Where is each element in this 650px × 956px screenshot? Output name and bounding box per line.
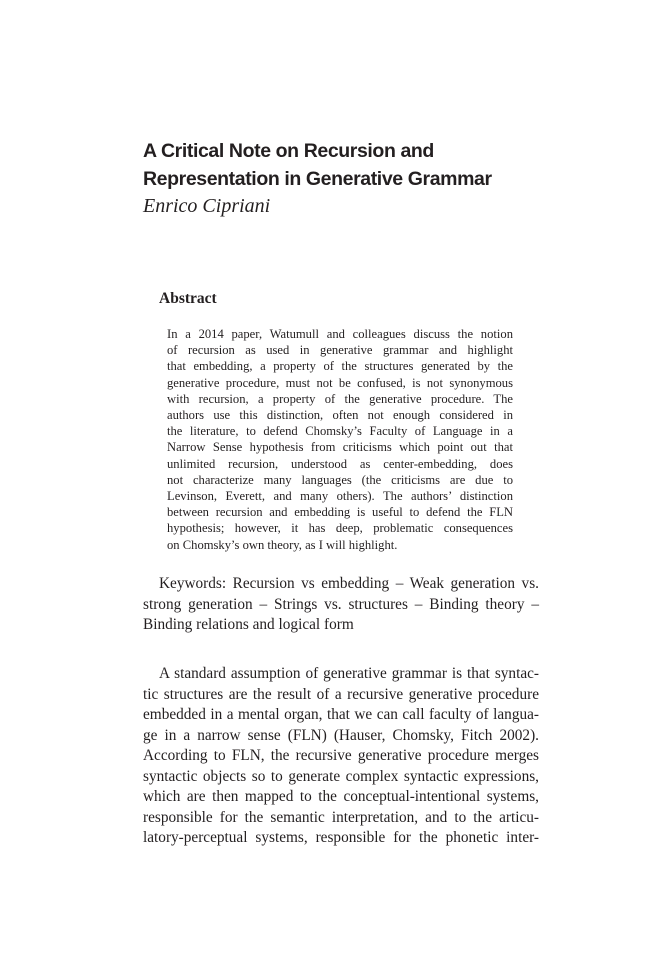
abstract-line: the literature, to defend Chomsky’s Faculty of Language in a [167, 424, 513, 439]
paper-title [143, 137, 563, 193]
abstract-line: hypothesis; however, it has deep, problematic consequences [167, 521, 513, 536]
abstract-line: authors use this distinction, often not enough considered in [167, 408, 513, 423]
body-line: ge in a narrow sense (FLN) (Hauser, Chomsky, Fitch 2002). [143, 726, 539, 744]
body-line: latory-perceptual systems, responsible for the phonetic inter- [143, 829, 539, 846]
abstract-line: Narrow Sense hypothesis from criticisms which point out that [167, 440, 513, 455]
body-line: tic structures are the result of a recursive generative procedure [143, 685, 539, 703]
body-line: According to FLN, the recursive generative procedure merges [143, 747, 539, 764]
body-line: embedded in a mental organ, that we can call faculty of langua- [143, 706, 539, 723]
body-paragraph [143, 664, 539, 849]
abstract-line: of recursion as used in generative grammar and highlight [167, 343, 513, 358]
abstract-line: that embedding, a property of the structures generated by the [167, 359, 513, 374]
abstract-line: unlimited recursion, understood as center-embedding, does [167, 456, 513, 471]
abstract-line: not characterize many languages (the criticisms are due to [167, 472, 513, 487]
abstract-line: with recursion, a property of the generative procedure. The [167, 391, 513, 406]
keywords-line: Keywords: Recursion vs embedding – Weak generation vs. [159, 575, 539, 592]
abstract-line: between recursion and embedding is useful to defend the FLN [167, 505, 513, 520]
abstract-body [167, 326, 513, 553]
body-line: responsible for the semantic interpretation, and to the articu- [143, 808, 539, 826]
keywords-line: Binding relations and logical form [143, 616, 354, 633]
keywords [143, 574, 539, 636]
abstract-line: generative procedure, must not be confused, is not synonymous [167, 375, 513, 390]
title-line: Representation in Generative Grammar [143, 168, 492, 190]
abstract-heading: Abstract [159, 290, 217, 307]
body-line: A standard assumption of generative grammar is that syntac- [159, 665, 539, 682]
abstract-line: In a 2014 paper, Watumull and colleagues discuss the notion [167, 327, 513, 341]
body-line: syntactic objects so to generate complex syntactic expressions, [143, 767, 539, 785]
body-line: which are then mapped to the conceptual-intentional systems, [143, 788, 539, 805]
title-line: A Critical Note on Recursion and [143, 140, 434, 162]
abstract-line: Levinson, Everett, and many others). The authors’ distinction [167, 489, 513, 504]
keywords-line: strong generation – Strings vs. structures – Binding theory – [143, 595, 539, 613]
author-name: Enrico Cipriani [143, 195, 271, 217]
abstract-line: on Chomsky’s own theory, as I will highlight. [167, 537, 398, 552]
